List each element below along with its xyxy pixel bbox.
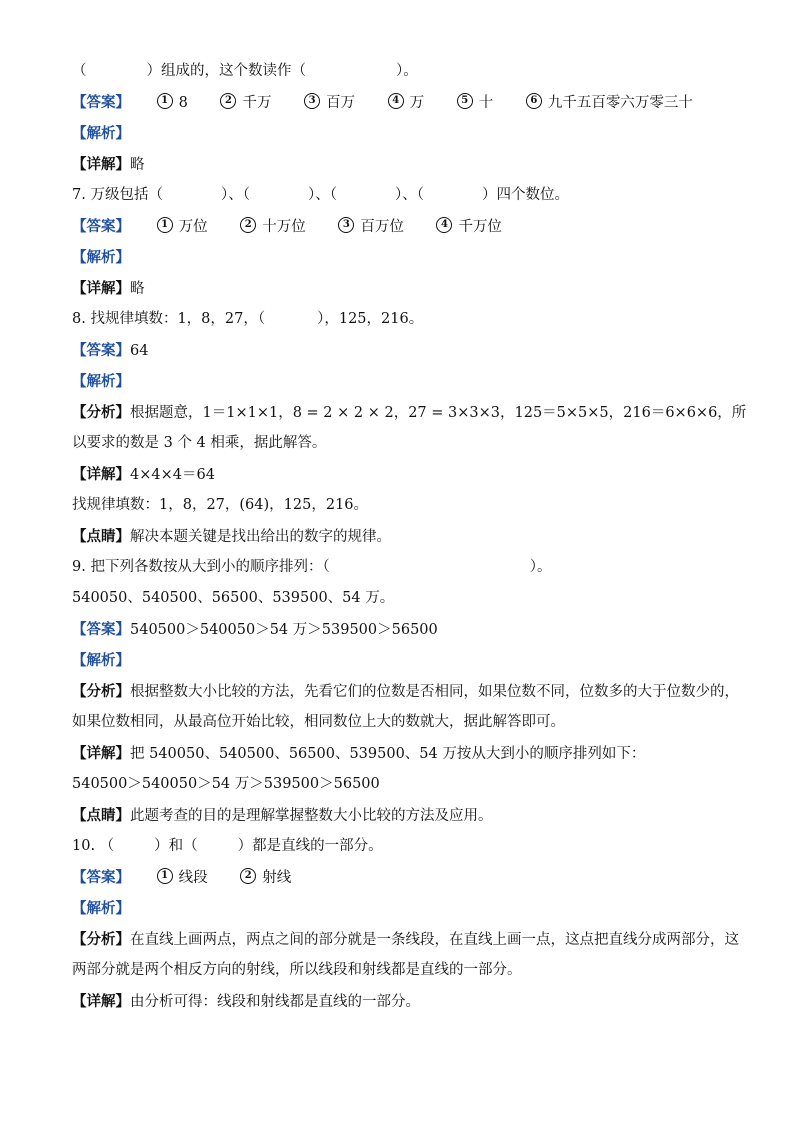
fenxi-text: 以要求的数是 3 个 4 相乘，据此解答。 bbox=[72, 435, 327, 451]
q9-fenxi-line-2 bbox=[72, 707, 732, 738]
paren-close: ）。 bbox=[396, 63, 418, 79]
q9-result-line bbox=[72, 769, 732, 800]
answer-text: 射线 bbox=[262, 870, 292, 886]
q9-fenxi-line bbox=[72, 676, 739, 707]
q8-fenxi-line-2 bbox=[72, 428, 732, 459]
circled-number-icon: 2 bbox=[220, 93, 236, 109]
dianjing-tag: 【点睛】 bbox=[72, 528, 130, 545]
q9-analysis-line bbox=[72, 645, 732, 676]
separator: ）、（ bbox=[394, 187, 424, 203]
answer-text: 8 bbox=[178, 95, 188, 111]
q6-tail-line bbox=[72, 56, 732, 87]
question-text: （ bbox=[99, 838, 115, 854]
question-end: ）。 bbox=[529, 559, 552, 575]
circled-number-icon: 1 bbox=[157, 217, 173, 233]
answer-text: 百万位 bbox=[360, 219, 404, 235]
answer-item bbox=[240, 863, 291, 894]
answer-text: 百万 bbox=[326, 95, 356, 111]
detail-text: 略 bbox=[130, 281, 145, 297]
answer-item bbox=[457, 88, 494, 119]
fenxi-tag: 【分析】 bbox=[72, 683, 130, 700]
circled-number-icon: 3 bbox=[338, 217, 354, 233]
separator: ）、（ bbox=[307, 187, 337, 203]
answer-text: 九千五百零六万零三十 bbox=[547, 95, 693, 111]
numbers-text: 540050、540500、56500、539500、54 万。 bbox=[72, 590, 395, 606]
detail-tag: 【详解】 bbox=[72, 466, 130, 483]
answer-tag: 【答案】 bbox=[72, 342, 130, 359]
question-end: ）四个数位。 bbox=[481, 187, 569, 203]
answer-tag: 【答案】 bbox=[72, 94, 130, 111]
analysis-tag: 【解析】 bbox=[72, 249, 130, 266]
answer-item bbox=[526, 88, 693, 119]
q6-answer-line bbox=[72, 87, 732, 118]
question-number: 7. bbox=[72, 187, 86, 203]
q10-answer-line bbox=[72, 862, 732, 893]
answer-text: 万 bbox=[409, 95, 425, 111]
question-number: 8. bbox=[72, 311, 86, 327]
q10-fenxi-line-2 bbox=[72, 955, 732, 986]
q9-detail-line bbox=[72, 738, 732, 769]
circled-number-icon: 6 bbox=[526, 93, 542, 109]
detail-tag: 【详解】 bbox=[72, 156, 130, 173]
result-text: 540500＞540050＞54 万＞539500＞56500 bbox=[72, 776, 380, 792]
separator: ）、（ bbox=[220, 187, 250, 203]
q6-tail-text: ）组成的，这个数读作（ bbox=[146, 63, 306, 79]
analysis-tag: 【解析】 bbox=[72, 125, 130, 142]
answer-tag: 【答案】 bbox=[72, 218, 130, 235]
answer-item bbox=[157, 88, 188, 119]
answer-item bbox=[304, 88, 355, 119]
fenxi-text: 如果位数相同，从最高位开始比较，相同数位上大的数就大，据此解答即可。 bbox=[72, 714, 565, 730]
answer-item bbox=[388, 88, 425, 119]
circled-number-icon: 5 bbox=[457, 93, 473, 109]
q8-answer-line bbox=[72, 335, 732, 366]
circled-number-icon: 4 bbox=[388, 93, 404, 109]
circled-number-icon: 2 bbox=[240, 868, 256, 884]
question-text: 万级包括（ bbox=[90, 187, 163, 203]
answer-item bbox=[220, 88, 271, 119]
fenxi-text: 根据题意，1＝1×1×1，8 = 2 × 2 × 2，27 = 3×3×3，125＝5×5×5，216＝6×6×6，所 bbox=[130, 405, 747, 421]
q7-answer-line bbox=[72, 211, 732, 242]
answer-item bbox=[240, 212, 306, 243]
detail-text: 4×4×4＝64 bbox=[130, 467, 215, 483]
q8-analysis-line bbox=[72, 366, 732, 397]
question-number: 9. bbox=[72, 559, 86, 575]
detail-tag: 【详解】 bbox=[72, 745, 130, 762]
answer-text: 千万 bbox=[242, 95, 272, 111]
q7-analysis-line bbox=[72, 242, 732, 273]
answer-text: 万位 bbox=[178, 219, 208, 235]
question-text: ）和（ bbox=[154, 838, 198, 854]
q8-dianjing-line bbox=[72, 521, 732, 552]
question-end: ），125，216。 bbox=[317, 311, 424, 327]
fenxi-tag: 【分析】 bbox=[72, 404, 130, 421]
circled-number-icon: 1 bbox=[157, 868, 173, 884]
fenxi-text: 在直线上画两点，两点之间的部分就是一条线段，在直线上画一点，这点把直线分成两部分，这 bbox=[130, 932, 739, 948]
dianjing-tag: 【点睛】 bbox=[72, 807, 130, 824]
paren-open: （ bbox=[72, 63, 87, 79]
q7-question bbox=[72, 180, 732, 211]
q7-detail-line bbox=[72, 273, 732, 304]
detail-text: 由分析可得：线段和射线都是直线的一部分。 bbox=[130, 994, 420, 1010]
answer-tag: 【答案】 bbox=[72, 869, 130, 886]
circled-number-icon: 3 bbox=[304, 93, 320, 109]
fenxi-text: 根据整数大小比较的方法，先看它们的位数是否相同，如果位数不同，位数多的大于位数少的， bbox=[130, 684, 739, 700]
answer-text: 线段 bbox=[178, 870, 208, 886]
analysis-tag: 【解析】 bbox=[72, 652, 130, 669]
circled-number-icon: 1 bbox=[157, 93, 173, 109]
q6-detail-line bbox=[72, 149, 732, 180]
q8-detail-line bbox=[72, 459, 732, 490]
circled-number-icon: 4 bbox=[436, 217, 452, 233]
q9-dianjing-line bbox=[72, 800, 732, 831]
question-text: 把下列各数按从大到小的顺序排列：（ bbox=[90, 559, 330, 575]
q10-fenxi-line bbox=[72, 924, 739, 955]
answer-item bbox=[157, 863, 208, 894]
q9-answer-line bbox=[72, 614, 732, 645]
q8-question bbox=[72, 304, 732, 335]
document-page bbox=[72, 56, 747, 1017]
answer-text: 540500＞540050＞54 万＞539500＞56500 bbox=[130, 622, 438, 638]
q10-analysis-line bbox=[72, 893, 732, 924]
answer-text: 十万位 bbox=[262, 219, 306, 235]
fenxi-tag: 【分析】 bbox=[72, 931, 130, 948]
answer-text: 千万位 bbox=[458, 219, 502, 235]
answer-item bbox=[157, 212, 208, 243]
analysis-tag: 【解析】 bbox=[72, 373, 130, 390]
answer-text: 64 bbox=[130, 343, 149, 359]
fill-text: 找规律填数：1，8，27，(64)，125，216。 bbox=[72, 497, 369, 513]
dianjing-text: 解决本题关键是找出给出的数字的规律。 bbox=[130, 529, 391, 545]
answer-tag: 【答案】 bbox=[72, 621, 130, 638]
q10-detail-line bbox=[72, 986, 732, 1017]
q10-question bbox=[72, 831, 732, 862]
q8-fill-line bbox=[72, 490, 732, 521]
q9-question bbox=[72, 552, 732, 583]
detail-tag: 【详解】 bbox=[72, 993, 130, 1010]
answer-item bbox=[436, 212, 502, 243]
question-end: ）都是直线的一部分。 bbox=[237, 838, 383, 854]
fenxi-text: 两部分就是两个相反方向的射线，所以线段和射线都是直线的一部分。 bbox=[72, 962, 522, 978]
question-number: 10. bbox=[72, 838, 96, 854]
question-text: 找规律填数：1，8，27，（ bbox=[90, 311, 266, 327]
detail-text: 把 540050、540500、56500、539500、54 万按从大到小的顺序排列如下： bbox=[130, 746, 646, 762]
circled-number-icon: 2 bbox=[240, 217, 256, 233]
analysis-tag: 【解析】 bbox=[72, 900, 130, 917]
detail-tag: 【详解】 bbox=[72, 280, 130, 297]
detail-text: 略 bbox=[130, 157, 145, 173]
q8-fenxi-line bbox=[72, 397, 747, 428]
answer-item bbox=[338, 212, 404, 243]
answer-text: 十 bbox=[478, 95, 494, 111]
q9-numbers-line bbox=[72, 583, 732, 614]
dianjing-text: 此题考查的目的是理解掌握整数大小比较的方法及应用。 bbox=[130, 808, 493, 824]
q6-analysis-line bbox=[72, 118, 732, 149]
